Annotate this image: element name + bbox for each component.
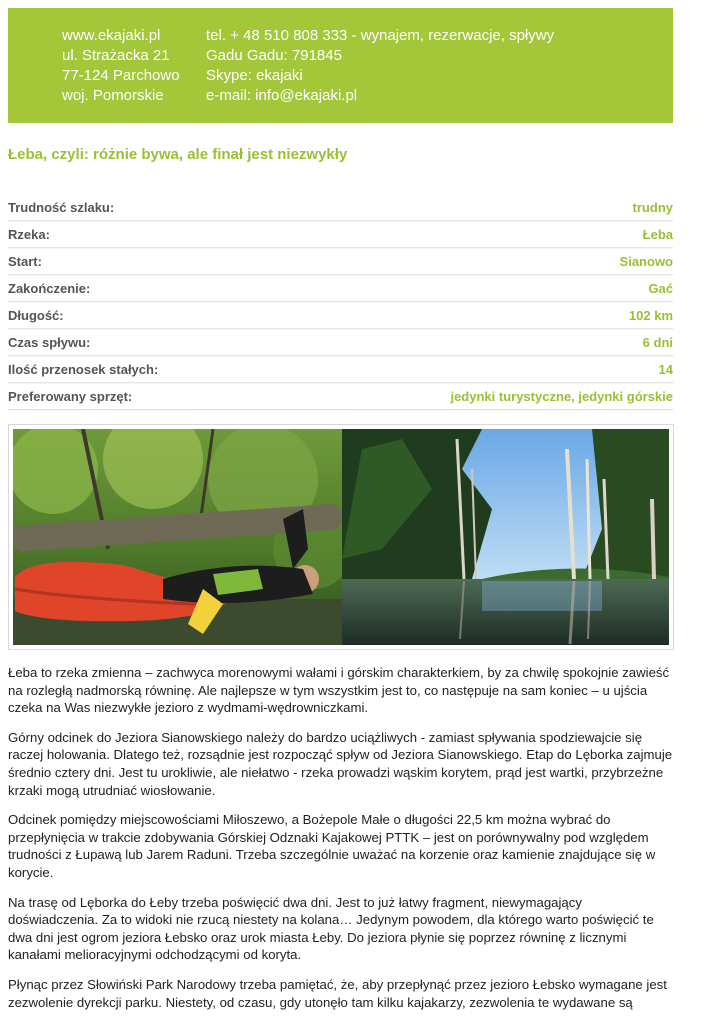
phone: tel. + 48 510 808 333 - wynajem, rezerwacje, spływy <box>206 27 555 44</box>
info-row-end <box>8 275 673 302</box>
info-row-length <box>8 302 673 329</box>
website-link[interactable]: www.ekajaki.pl <box>62 27 161 44</box>
info-row-start <box>8 248 673 275</box>
info-value: Sianowo <box>619 254 673 269</box>
contact-details-column <box>206 26 554 106</box>
contact-box <box>8 8 673 123</box>
info-label: Ilość przenosek stałych: <box>8 362 159 377</box>
info-label: Długość: <box>8 308 64 323</box>
info-label: Start: <box>8 254 42 269</box>
trail-info-table <box>8 194 673 410</box>
info-value: 102 km <box>628 308 673 323</box>
info-value: jedynki turystyczne, jedynki górskie <box>450 389 673 404</box>
info-label: Czas spływu: <box>8 335 91 350</box>
info-value: Łeba <box>642 227 673 242</box>
info-row-portages <box>8 356 673 383</box>
info-label: Trudność szlaku: <box>8 200 115 215</box>
info-label: Zakończenie: <box>8 281 91 296</box>
river-lake-reflection-photo <box>342 429 669 645</box>
info-row-river <box>8 221 673 248</box>
paragraph: Odcinek pomiędzy miejscowościami Miłoszewo, a Bożepole Małe o długości 22,5 km można wybrać do przepłynięcia w trakcie zdobywania Górskiej Odznaki Kajakowej PTTK – jest on porównywalny pod względem trudności z Łupawą lub Jarem Raduni. Trzeba szczególnie uważać na korzenie oraz kamienie znajdujące się w korycie. <box>8 812 656 880</box>
info-value: 6 dni <box>642 335 673 350</box>
paragraph: Górny odcinek do Jeziora Sianowskiego należy do bardzo uciążliwych - zamiast spływania spodziewajcie się raczej holowania. Dlatego też, rozsądnie jest rozpocząć spływ od Jeziora Sianowskiego. Etap do Lęborka zajmuje średnio cztery dni. Jest tu urokliwie, ale niełatwo - rzeka prowadzi wąskim korytem, prąd jest wartki, przybrzeżne krzaki mogą utrudniać wiosłowanie. <box>8 729 673 798</box>
info-label: Rzeka: <box>8 227 50 242</box>
gadu-gadu: Gadu Gadu: 791845 <box>206 47 342 64</box>
paragraph: Łeba to rzeka zmienna – zachwyca morenowymi wałami i górskim charakterkiem, by za chwilę spokojnie zawieść na rozległą nadmorską równinę. Ale najlepsze w tym wszystkim jest to, co następuje na sam koniec – u ujścia czeka na Was niezwykłe jezioro z wydmami-wędrowniczkami. <box>8 665 670 716</box>
info-value: trudny <box>632 200 673 215</box>
paragraph: Płynąc przez Słowiński Park Narodowy trzeba pamiętać, że, aby przepłynąć przez jezioro Łebsko wymagane jest zezwolenie dyrekcji parku. Niestety, od czasu, gdy utonęło tam kilku kajakarzy, zezwolenia te wydawane są <box>8 976 667 1010</box>
street-address: ul. Strażacka 21 <box>62 47 170 64</box>
region: woj. Pomorskie <box>62 87 164 104</box>
info-row-duration <box>8 329 673 356</box>
info-label: Preferowany sprzęt: <box>8 389 133 404</box>
article-body <box>8 664 674 1023</box>
kayaker-under-log-photo <box>13 429 342 645</box>
paragraph: Na trasę od Lęborka do Łeby trzeba poświęcić dwa dni. Jest to już łatwy fragment, niewymagający doświadczenia. Za to widoki nie rzucą niestety na kolana… Jedynym powodem, dla którego warto poświęcić te dwa dni jest ogrom jeziora Łebsko oraz urok miasta Łeby. Do jeziora płynie się poprzez równinę z licznymi kanałami melioracyjnymi odchodzącymi od koryta. <box>8 894 654 963</box>
postal-city: 77-124 Parchowo <box>62 67 180 84</box>
address-column <box>62 26 180 106</box>
info-value: 14 <box>658 362 673 377</box>
article-title: Łeba, czyli: różnie bywa, ale finał jest niezwykły <box>8 146 348 163</box>
info-value: Gać <box>648 281 673 296</box>
skype: Skype: ekajaki <box>206 67 303 84</box>
info-row-equipment <box>8 383 673 410</box>
photo-strip <box>8 424 674 650</box>
email[interactable]: e-mail: info@ekajaki.pl <box>206 87 358 104</box>
info-row-difficulty <box>8 194 673 221</box>
